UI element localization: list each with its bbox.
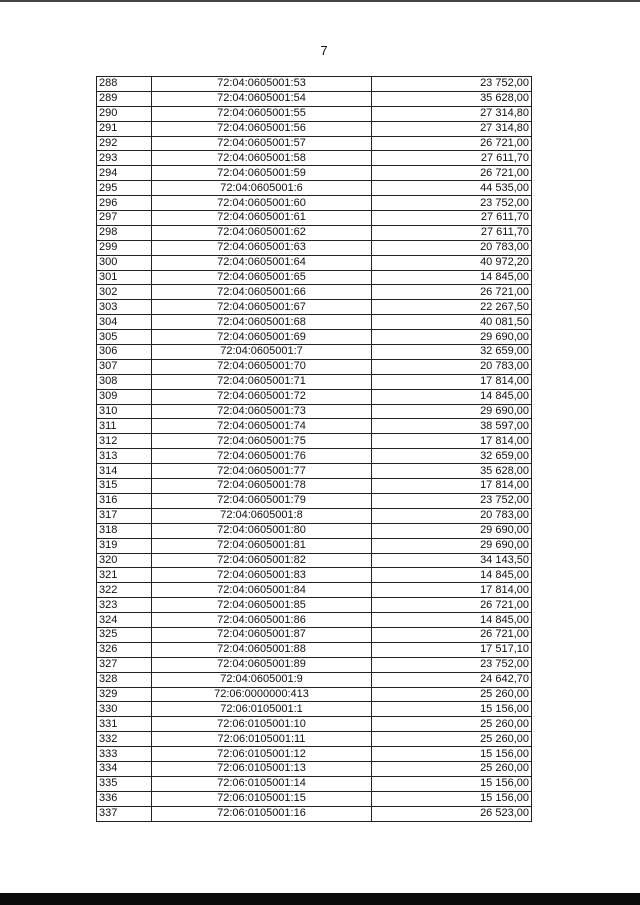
cadastral-value-table <box>96 76 532 822</box>
row-number-cell: 294 <box>97 166 152 181</box>
value-cell: 23 752,00 <box>372 77 532 92</box>
table-row <box>97 434 532 449</box>
cadastral-number-cell: 72:04:0605001:87 <box>152 627 372 642</box>
table-row <box>97 553 532 568</box>
value-cell: 29 690,00 <box>372 523 532 538</box>
row-number-cell: 318 <box>97 523 152 538</box>
value-cell: 22 267,50 <box>372 300 532 315</box>
row-number-cell: 289 <box>97 91 152 106</box>
cadastral-number-cell: 72:04:0605001:83 <box>152 568 372 583</box>
table-row <box>97 404 532 419</box>
value-cell: 23 752,00 <box>372 493 532 508</box>
value-cell: 26 721,00 <box>372 166 532 181</box>
cadastral-number-cell: 72:04:0605001:88 <box>152 642 372 657</box>
value-cell: 17 814,00 <box>372 434 532 449</box>
cadastral-number-cell: 72:06:0000000:413 <box>152 687 372 702</box>
table-row <box>97 479 532 494</box>
value-cell: 17 814,00 <box>372 583 532 598</box>
cadastral-number-cell: 72:04:0605001:6 <box>152 181 372 196</box>
cadastral-number-cell: 72:04:0605001:79 <box>152 493 372 508</box>
table-row <box>97 657 532 672</box>
row-number-cell: 333 <box>97 747 152 762</box>
table-row <box>97 359 532 374</box>
row-number-cell: 315 <box>97 479 152 494</box>
table-row <box>97 493 532 508</box>
row-number-cell: 337 <box>97 806 152 821</box>
table-row <box>97 285 532 300</box>
table-row <box>97 464 532 479</box>
table-row <box>97 627 532 642</box>
row-number-cell: 306 <box>97 345 152 360</box>
table-row <box>97 702 532 717</box>
cadastral-number-cell: 72:04:0605001:59 <box>152 166 372 181</box>
table-row <box>97 747 532 762</box>
row-number-cell: 330 <box>97 702 152 717</box>
value-cell: 32 659,00 <box>372 345 532 360</box>
table-row <box>97 181 532 196</box>
cadastral-number-cell: 72:04:0605001:56 <box>152 121 372 136</box>
value-cell: 14 845,00 <box>372 613 532 628</box>
value-cell: 35 628,00 <box>372 464 532 479</box>
row-number-cell: 335 <box>97 776 152 791</box>
table-row <box>97 642 532 657</box>
value-cell: 40 972,20 <box>372 255 532 270</box>
row-number-cell: 312 <box>97 434 152 449</box>
table-row <box>97 196 532 211</box>
cadastral-number-cell: 72:04:0605001:89 <box>152 657 372 672</box>
value-cell: 29 690,00 <box>372 538 532 553</box>
value-cell: 29 690,00 <box>372 330 532 345</box>
cadastral-number-cell: 72:04:0605001:80 <box>152 523 372 538</box>
table-row <box>97 598 532 613</box>
table-row <box>97 330 532 345</box>
cadastral-number-cell: 72:06:0105001:15 <box>152 791 372 806</box>
table-row <box>97 583 532 598</box>
value-cell: 14 845,00 <box>372 270 532 285</box>
table-row <box>97 732 532 747</box>
row-number-cell: 307 <box>97 359 152 374</box>
row-number-cell: 328 <box>97 672 152 687</box>
row-number-cell: 336 <box>97 791 152 806</box>
table-row <box>97 806 532 821</box>
cadastral-number-cell: 72:06:0105001:10 <box>152 717 372 732</box>
table-row <box>97 211 532 226</box>
table-row <box>97 761 532 776</box>
row-number-cell: 300 <box>97 255 152 270</box>
value-cell: 17 517,10 <box>372 642 532 657</box>
scan-top-edge <box>0 0 640 2</box>
cadastral-number-cell: 72:04:0605001:65 <box>152 270 372 285</box>
value-cell: 44 535,00 <box>372 181 532 196</box>
cadastral-number-cell: 72:04:0605001:86 <box>152 613 372 628</box>
value-cell: 25 260,00 <box>372 687 532 702</box>
table-row <box>97 568 532 583</box>
table-row <box>97 151 532 166</box>
row-number-cell: 332 <box>97 732 152 747</box>
row-number-cell: 327 <box>97 657 152 672</box>
row-number-cell: 291 <box>97 121 152 136</box>
cadastral-number-cell: 72:04:0605001:60 <box>152 196 372 211</box>
row-number-cell: 317 <box>97 508 152 523</box>
value-cell: 14 845,00 <box>372 568 532 583</box>
row-number-cell: 288 <box>97 77 152 92</box>
value-cell: 26 721,00 <box>372 598 532 613</box>
value-cell: 27 611,70 <box>372 151 532 166</box>
cadastral-number-cell: 72:04:0605001:7 <box>152 345 372 360</box>
value-cell: 40 081,50 <box>372 315 532 330</box>
table-row <box>97 225 532 240</box>
cadastral-number-cell: 72:04:0605001:82 <box>152 553 372 568</box>
value-cell: 26 523,00 <box>372 806 532 821</box>
scan-bottom-edge <box>0 893 640 905</box>
cadastral-number-cell: 72:06:0105001:12 <box>152 747 372 762</box>
cadastral-number-cell: 72:04:0605001:81 <box>152 538 372 553</box>
row-number-cell: 299 <box>97 240 152 255</box>
cadastral-number-cell: 72:04:0605001:76 <box>152 449 372 464</box>
cadastral-number-cell: 72:06:0105001:16 <box>152 806 372 821</box>
cadastral-number-cell: 72:04:0605001:53 <box>152 77 372 92</box>
value-cell: 27 314,80 <box>372 106 532 121</box>
cadastral-number-cell: 72:04:0605001:69 <box>152 330 372 345</box>
value-cell: 29 690,00 <box>372 404 532 419</box>
row-number-cell: 290 <box>97 106 152 121</box>
table-row <box>97 270 532 285</box>
value-cell: 34 143,50 <box>372 553 532 568</box>
value-cell: 27 611,70 <box>372 211 532 226</box>
table-row <box>97 717 532 732</box>
value-cell: 25 260,00 <box>372 717 532 732</box>
page-number: 7 <box>320 43 328 58</box>
row-number-cell: 329 <box>97 687 152 702</box>
cadastral-number-cell: 72:04:0605001:78 <box>152 479 372 494</box>
table-body <box>97 77 532 822</box>
table-row <box>97 136 532 151</box>
value-cell: 38 597,00 <box>372 419 532 434</box>
cadastral-number-cell: 72:04:0605001:66 <box>152 285 372 300</box>
value-cell: 15 156,00 <box>372 747 532 762</box>
cadastral-number-cell: 72:04:0605001:85 <box>152 598 372 613</box>
row-number-cell: 296 <box>97 196 152 211</box>
cadastral-number-cell: 72:04:0605001:9 <box>152 672 372 687</box>
cadastral-number-cell: 72:04:0605001:55 <box>152 106 372 121</box>
row-number-cell: 319 <box>97 538 152 553</box>
cadastral-number-cell: 72:04:0605001:70 <box>152 359 372 374</box>
value-cell: 15 156,00 <box>372 776 532 791</box>
row-number-cell: 297 <box>97 211 152 226</box>
cadastral-number-cell: 72:04:0605001:63 <box>152 240 372 255</box>
cadastral-number-cell: 72:04:0605001:73 <box>152 404 372 419</box>
row-number-cell: 331 <box>97 717 152 732</box>
table-row <box>97 121 532 136</box>
row-number-cell: 295 <box>97 181 152 196</box>
value-cell: 25 260,00 <box>372 761 532 776</box>
cadastral-number-cell: 72:04:0605001:71 <box>152 374 372 389</box>
cadastral-number-cell: 72:04:0605001:57 <box>152 136 372 151</box>
cadastral-number-cell: 72:04:0605001:74 <box>152 419 372 434</box>
row-number-cell: 311 <box>97 419 152 434</box>
row-number-cell: 308 <box>97 374 152 389</box>
cadastral-number-cell: 72:06:0105001:13 <box>152 761 372 776</box>
table-row <box>97 419 532 434</box>
value-cell: 15 156,00 <box>372 791 532 806</box>
row-number-cell: 302 <box>97 285 152 300</box>
table-row <box>97 687 532 702</box>
cadastral-number-cell: 72:04:0605001:72 <box>152 389 372 404</box>
row-number-cell: 326 <box>97 642 152 657</box>
row-number-cell: 313 <box>97 449 152 464</box>
value-cell: 26 721,00 <box>372 136 532 151</box>
table-row <box>97 91 532 106</box>
cadastral-number-cell: 72:04:0605001:75 <box>152 434 372 449</box>
table-row <box>97 389 532 404</box>
table-row <box>97 106 532 121</box>
value-cell: 20 783,00 <box>372 508 532 523</box>
table-row <box>97 538 532 553</box>
cadastral-number-cell: 72:06:0105001:1 <box>152 702 372 717</box>
value-cell: 15 156,00 <box>372 702 532 717</box>
value-cell: 14 845,00 <box>372 389 532 404</box>
cadastral-number-cell: 72:04:0605001:8 <box>152 508 372 523</box>
row-number-cell: 303 <box>97 300 152 315</box>
cadastral-number-cell: 72:04:0605001:61 <box>152 211 372 226</box>
table-row <box>97 523 532 538</box>
row-number-cell: 324 <box>97 613 152 628</box>
cadastral-number-cell: 72:04:0605001:64 <box>152 255 372 270</box>
cadastral-number-cell: 72:04:0605001:54 <box>152 91 372 106</box>
row-number-cell: 314 <box>97 464 152 479</box>
value-cell: 25 260,00 <box>372 732 532 747</box>
row-number-cell: 292 <box>97 136 152 151</box>
row-number-cell: 310 <box>97 404 152 419</box>
value-cell: 20 783,00 <box>372 359 532 374</box>
value-cell: 24 642,70 <box>372 672 532 687</box>
row-number-cell: 325 <box>97 627 152 642</box>
value-cell: 32 659,00 <box>372 449 532 464</box>
value-cell: 23 752,00 <box>372 196 532 211</box>
value-cell: 20 783,00 <box>372 240 532 255</box>
row-number-cell: 321 <box>97 568 152 583</box>
value-cell: 27 314,80 <box>372 121 532 136</box>
table-row <box>97 776 532 791</box>
cadastral-number-cell: 72:04:0605001:58 <box>152 151 372 166</box>
value-cell: 23 752,00 <box>372 657 532 672</box>
row-number-cell: 301 <box>97 270 152 285</box>
row-number-cell: 304 <box>97 315 152 330</box>
table-row <box>97 374 532 389</box>
table-row <box>97 791 532 806</box>
table-row <box>97 449 532 464</box>
table-row <box>97 166 532 181</box>
cadastral-number-cell: 72:06:0105001:11 <box>152 732 372 747</box>
cadastral-number-cell: 72:04:0605001:84 <box>152 583 372 598</box>
table-row <box>97 613 532 628</box>
cadastral-number-cell: 72:04:0605001:67 <box>152 300 372 315</box>
value-cell: 26 721,00 <box>372 285 532 300</box>
table-row <box>97 255 532 270</box>
table-row <box>97 77 532 92</box>
table-row <box>97 508 532 523</box>
row-number-cell: 316 <box>97 493 152 508</box>
cadastral-number-cell: 72:04:0605001:68 <box>152 315 372 330</box>
row-number-cell: 293 <box>97 151 152 166</box>
row-number-cell: 309 <box>97 389 152 404</box>
table-row <box>97 300 532 315</box>
row-number-cell: 320 <box>97 553 152 568</box>
cadastral-number-cell: 72:04:0605001:77 <box>152 464 372 479</box>
row-number-cell: 322 <box>97 583 152 598</box>
value-cell: 27 611,70 <box>372 225 532 240</box>
value-cell: 17 814,00 <box>372 479 532 494</box>
row-number-cell: 334 <box>97 761 152 776</box>
value-cell: 26 721,00 <box>372 627 532 642</box>
cadastral-number-cell: 72:06:0105001:14 <box>152 776 372 791</box>
value-cell: 17 814,00 <box>372 374 532 389</box>
table-row <box>97 345 532 360</box>
row-number-cell: 305 <box>97 330 152 345</box>
cadastral-number-cell: 72:04:0605001:62 <box>152 225 372 240</box>
row-number-cell: 298 <box>97 225 152 240</box>
value-cell: 35 628,00 <box>372 91 532 106</box>
table-row <box>97 315 532 330</box>
row-number-cell: 323 <box>97 598 152 613</box>
table-row <box>97 672 532 687</box>
table-row <box>97 240 532 255</box>
